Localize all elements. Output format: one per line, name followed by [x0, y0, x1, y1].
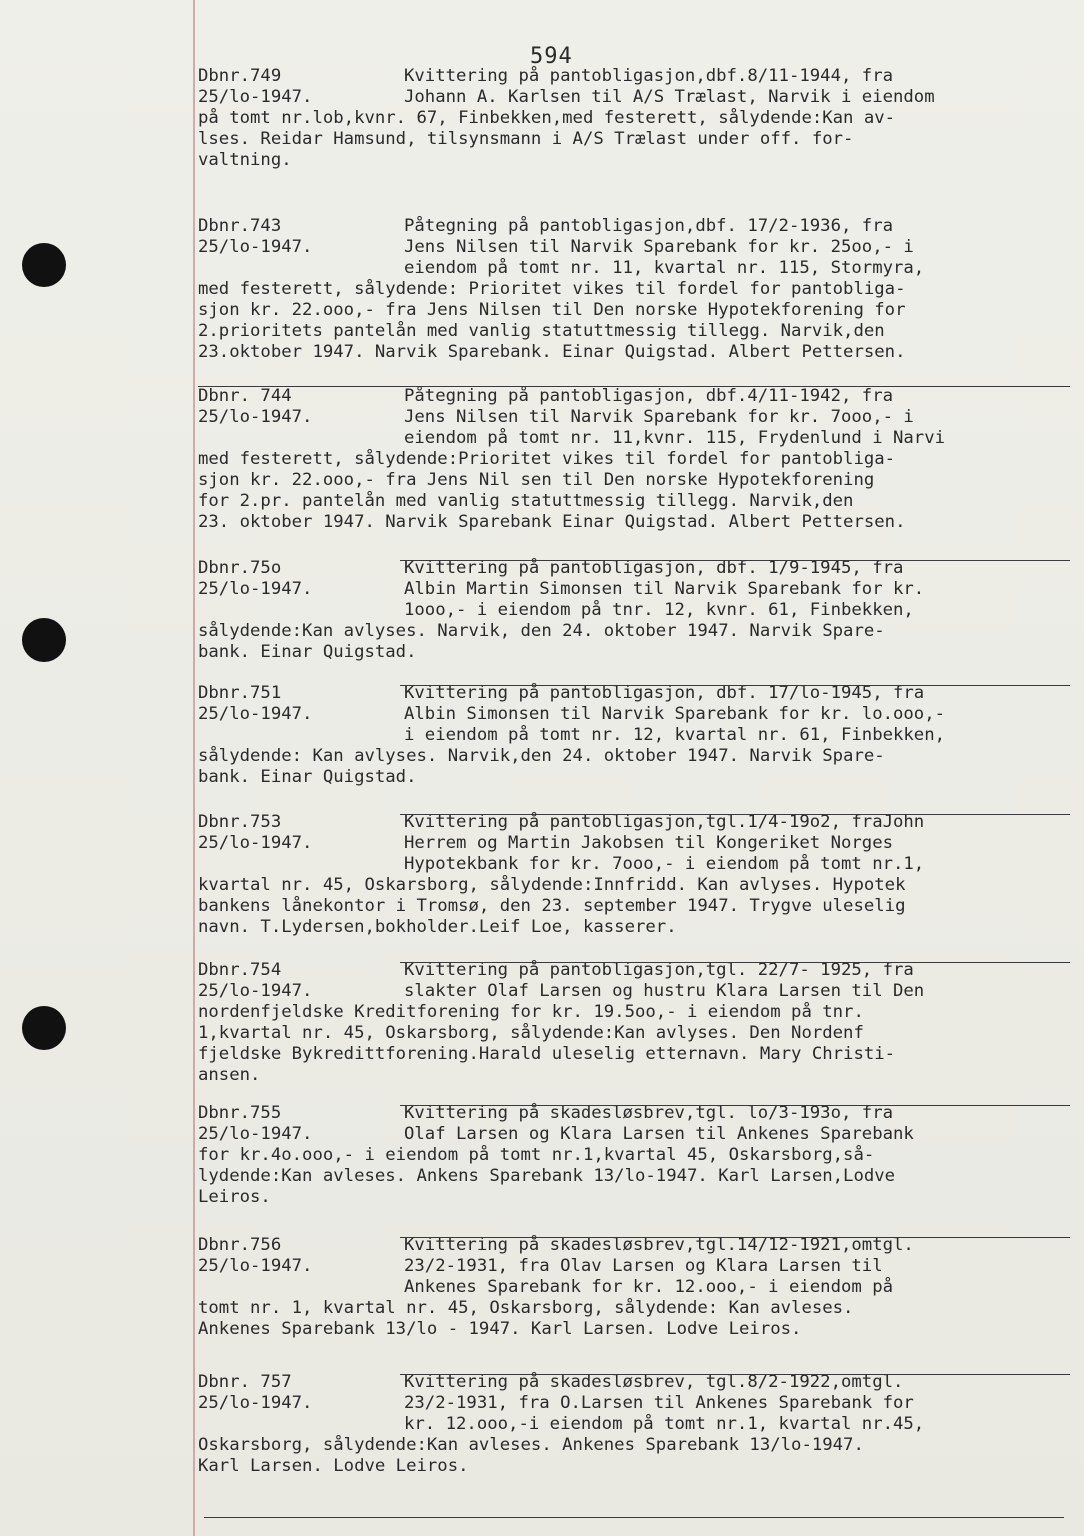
entry-body-line: tomt nr. 1, kvartal nr. 45, Oskarsborg, sålydende: Kan avleses.: [198, 1298, 854, 1318]
entry-body-line: bank. Einar Quigstad.: [198, 767, 417, 787]
entry-body-line: kvartal nr. 45, Oskarsborg, sålydende:Innfridd. Kan avlyses. Hypotek: [198, 875, 906, 895]
entry-third-line: Ankenes Sparebank for kr. 12.ooo,- i eiendom på: [404, 1277, 893, 1297]
entry-number: Dbnr. 757: [198, 1372, 292, 1392]
entry-body-line: for 2.pr. pantelån med vanlig statuttmessig tillegg. Narvik,den: [198, 491, 854, 511]
entry-third-line: eiendom på tomt nr. 11,kvnr. 115, Frydenlund i Narvi: [404, 428, 946, 448]
entry-body-line: 2.prioritets pantelån med vanlig statuttmessig tillegg. Narvik,den: [198, 321, 885, 341]
entry-body-line: Leiros.: [198, 1187, 271, 1207]
entry-second-line: Albin Simonsen til Narvik Sparebank for kr. lo.ooo,-: [404, 704, 946, 724]
entry-divider: [400, 1237, 1070, 1238]
entry-first-line: Kvittering på pantobligasjon,dbf.8/11-1944, fra: [404, 66, 893, 86]
ledger-entry-754: [198, 960, 1070, 1086]
entry-first-line: Kvittering på pantobligasjon, dbf. 1/9-1945, fra: [404, 558, 904, 578]
entry-body-line: lses. Reidar Hamsund, tilsynsmann i A/S Trælast under off. for-: [198, 129, 854, 149]
punch-hole-middle: [22, 618, 66, 662]
entry-number: Dbnr.749: [198, 66, 282, 86]
entry-divider: [400, 814, 1070, 815]
ledger-entry-743: [198, 216, 1070, 363]
entry-date: 25/lo-1947.: [198, 981, 313, 1001]
entry-body-line: på tomt nr.lob,kvnr. 67, Finbekken,med festerett, sålydende:Kan av-: [198, 108, 896, 128]
entry-body-line: sjon kr. 22.ooo,- fra Jens Nil sen til Den norske Hypotekforening: [198, 470, 875, 490]
entry-body-line: sålydende:Kan avlyses. Narvik, den 24. oktober 1947. Narvik Spare-: [198, 621, 885, 641]
entry-first-line: Påtegning på pantobligasjon, dbf.4/11-1942, fra: [404, 386, 893, 406]
entry-body-line: 1,kvartal nr. 45, Oskarsborg, sålydende:Kan avlyses. Den Nordenf: [198, 1023, 864, 1043]
ledger-entry-755: [198, 1103, 1070, 1208]
entry-second-line: Albin Martin Simonsen til Narvik Sparebank for kr.: [404, 579, 925, 599]
entry-date: 25/lo-1947.: [198, 407, 313, 427]
entry-body-line: valtning.: [198, 150, 292, 170]
entry-first-line: Kvittering på skadesløsbrev,tgl. lo/3-193o, fra: [404, 1103, 893, 1123]
margin-line: [193, 0, 195, 1536]
entry-divider: [198, 386, 1070, 387]
entry-first-line: Kvittering på skadesløsbrev,tgl.14/12-1921,omtgl.: [404, 1235, 914, 1255]
bottom-divider: [204, 1517, 1064, 1518]
entry-body-line: med festerett, sålydende:Prioritet vikes til fordel for pantobliga-: [198, 449, 896, 469]
entry-divider: [400, 685, 1070, 686]
entry-second-line: slakter Olaf Larsen og hustru Klara Larsen til Den: [404, 981, 925, 1001]
ledger-entry-749: [198, 66, 1070, 171]
entry-body-line: lydende:Kan avleses. Ankens Sparebank 13/lo-1947. Karl Larsen,Lodve: [198, 1166, 896, 1186]
entry-number: Dbnr.751: [198, 683, 282, 703]
entry-divider: [400, 1105, 1070, 1106]
entry-second-line: 23/2-1931, fra Olav Larsen og Klara Larsen til: [404, 1256, 883, 1276]
entry-body-line: nordenfjeldske Kreditforening for kr. 19.5oo,- i eiendom på tnr.: [198, 1002, 864, 1022]
entry-number: Dbnr. 744: [198, 386, 292, 406]
ledger-entry-753: [198, 812, 1070, 938]
entry-divider: [400, 962, 1070, 963]
entry-body-line: sålydende: Kan avlyses. Narvik,den 24. oktober 1947. Narvik Spare-: [198, 746, 885, 766]
entry-first-line: Kvittering på pantobligasjon, dbf. 17/lo-1945, fra: [404, 683, 925, 703]
entry-number: Dbnr.75o: [198, 558, 282, 578]
entry-second-line: Johann A. Karlsen til A/S Trælast, Narvik i eiendom: [404, 87, 935, 107]
entry-body-line: 23. oktober 1947. Narvik Sparebank Einar Quigstad. Albert Pettersen.: [198, 512, 906, 532]
entry-number: Dbnr.754: [198, 960, 282, 980]
ledger-entry-744: [198, 386, 1070, 533]
entry-first-line: Påtegning på pantobligasjon,dbf. 17/2-1936, fra: [404, 216, 893, 236]
entry-body-line: Oskarsborg, sålydende:Kan avleses. Ankenes Sparebank 13/lo-1947.: [198, 1435, 864, 1455]
entry-date: 25/lo-1947.: [198, 704, 313, 724]
entry-divider: [400, 560, 1070, 561]
page-number: 594: [530, 44, 573, 69]
entry-number: Dbnr.755: [198, 1103, 282, 1123]
entry-date: 25/lo-1947.: [198, 1393, 313, 1413]
punch-hole-bottom: [22, 1006, 66, 1050]
entry-body-line: bankens lånekontor i Tromsø, den 23. september 1947. Trygve uleselig: [198, 896, 906, 916]
ledger-entry-757: [198, 1372, 1070, 1477]
entry-body-line: for kr.4o.ooo,- i eiendom på tomt nr.1,kvartal 45, Oskarsborg,så-: [198, 1145, 875, 1165]
entry-body-line: navn. T.Lydersen,bokholder.Leif Loe, kasserer.: [198, 917, 677, 937]
entry-body-line: ansen.: [198, 1065, 261, 1085]
entry-body-line: bank. Einar Quigstad.: [198, 642, 417, 662]
entry-body-line: sjon kr. 22.ooo,- fra Jens Nilsen til Den norske Hypotekforening for: [198, 300, 906, 320]
entry-second-line: 23/2-1931, fra O.Larsen til Ankenes Sparebank for: [404, 1393, 914, 1413]
entry-date: 25/lo-1947.: [198, 1124, 313, 1144]
entry-number: Dbnr.756: [198, 1235, 282, 1255]
entry-date: 25/lo-1947.: [198, 87, 313, 107]
punch-hole-top: [22, 243, 66, 287]
entry-first-line: Kvittering på pantobligasjon,tgl. 22/7- 1925, fra: [404, 960, 914, 980]
entry-second-line: Jens Nilsen til Narvik Sparebank for kr. 7ooo,- i: [404, 407, 914, 427]
entry-number: Dbnr.753: [198, 812, 282, 832]
entry-date: 25/lo-1947.: [198, 833, 313, 853]
ledger-entry-756: [198, 1235, 1070, 1340]
entry-divider: [400, 1374, 1070, 1375]
entry-second-line: Jens Nilsen til Narvik Sparebank for kr. 25oo,- i: [404, 237, 914, 257]
entry-third-line: i eiendom på tomt nr. 12, kvartal nr. 61, Finbekken,: [404, 725, 946, 745]
entry-first-line: Kvittering på pantobligasjon,tgl.1/4-19o2, fraJohn: [404, 812, 925, 832]
entry-date: 25/lo-1947.: [198, 237, 313, 257]
entry-body-line: fjeldske Bykredittforening.Harald uleselig etternavn. Mary Christi-: [198, 1044, 896, 1064]
entry-body-line: Ankenes Sparebank 13/lo - 1947. Karl Larsen. Lodve Leiros.: [198, 1319, 802, 1339]
entry-date: 25/lo-1947.: [198, 579, 313, 599]
entry-number: Dbnr.743: [198, 216, 282, 236]
entry-third-line: 1ooo,- i eiendom på tnr. 12, kvnr. 61, Finbekken,: [404, 600, 914, 620]
ledger-entry-751: [198, 683, 1070, 788]
entry-third-line: Hypotekbank for kr. 7ooo,- i eiendom på tomt nr.1,: [404, 854, 925, 874]
entry-body-line: 23.oktober 1947. Narvik Sparebank. Einar Quigstad. Albert Pettersen.: [198, 342, 906, 362]
entry-body-line: med festerett, sålydende: Prioritet vikes til fordel for pantobliga-: [198, 279, 906, 299]
entry-second-line: Olaf Larsen og Klara Larsen til Ankenes Sparebank: [404, 1124, 914, 1144]
entry-third-line: eiendom på tomt nr. 11, kvartal nr. 115, Stormyra,: [404, 258, 925, 278]
entry-first-line: Kvittering på skadesløsbrev, tgl.8/2-1922,omtgl.: [404, 1372, 904, 1392]
entry-body-line: Karl Larsen. Lodve Leiros.: [198, 1456, 469, 1476]
entry-third-line: kr. 12.ooo,-i eiendom på tomt nr.1, kvartal nr.45,: [404, 1414, 925, 1434]
entry-second-line: Herrem og Martin Jakobsen til Kongeriket Norges: [404, 833, 893, 853]
ledger-entry-750: [198, 558, 1070, 663]
entry-date: 25/lo-1947.: [198, 1256, 313, 1276]
